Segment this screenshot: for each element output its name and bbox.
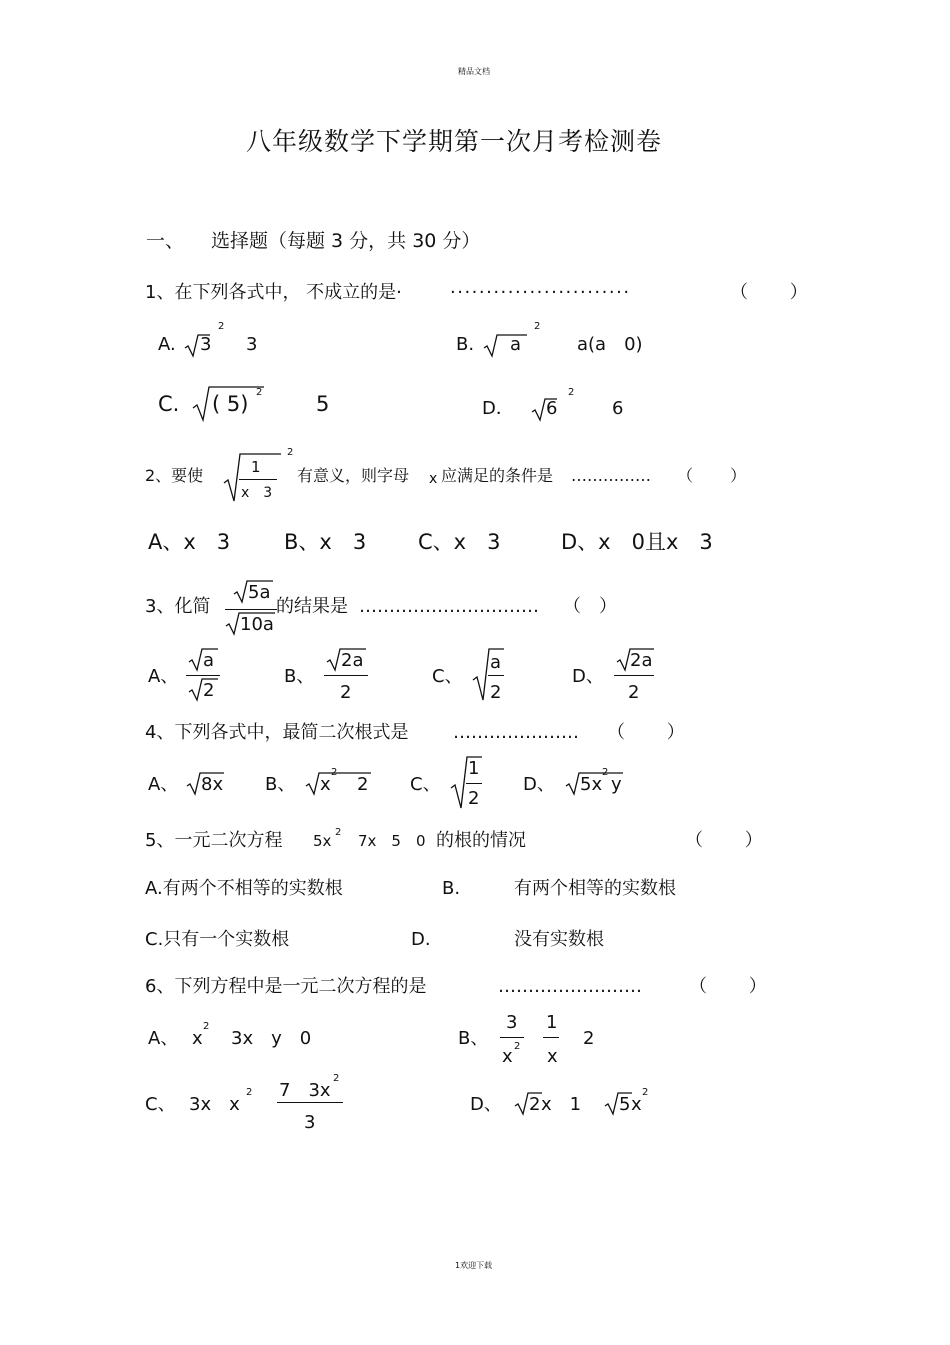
radicand: 2: [529, 1094, 541, 1115]
answer-parentheses: （ ）: [563, 596, 617, 617]
option-label: C、: [432, 666, 463, 687]
radicand: 2: [357, 774, 369, 795]
exponent: 2: [568, 387, 575, 398]
section-heading: 选择题（每题 3 分，共 30 分）: [211, 230, 481, 252]
exponent: 2: [287, 447, 294, 458]
fraction-bar: [239, 479, 277, 480]
fraction-numerator: a: [203, 650, 215, 671]
fraction-denominator: x: [502, 1046, 513, 1067]
option-label: D．: [482, 398, 514, 419]
q3-option-c: [432, 646, 532, 706]
q5-option-b-label: B.: [442, 878, 461, 899]
fraction-numerator: 1: [546, 1012, 558, 1033]
fraction-numerator: a: [490, 652, 502, 673]
fraction-denominator: x 3: [241, 485, 273, 501]
q6-option-a: [148, 1022, 348, 1052]
q6-option-b: [458, 1014, 618, 1070]
option-label: B.: [456, 334, 475, 355]
question-4: [145, 724, 685, 746]
question-2: [145, 448, 745, 508]
fraction-bar: [186, 675, 220, 676]
radicand: 6: [546, 398, 558, 419]
q3-option-d: [572, 646, 682, 706]
page-footer: 1欢迎下载: [455, 1261, 493, 1270]
rhs-value: 3: [246, 334, 258, 355]
exponent: 2: [218, 321, 225, 332]
equation-term: x 1: [541, 1094, 582, 1115]
radicand: a: [510, 334, 522, 355]
q2-option-a: A、x 3: [148, 530, 231, 554]
fraction-denominator: 2: [490, 682, 502, 703]
question-stem: 2、要使: [145, 466, 204, 485]
option-label: B、: [458, 1028, 489, 1049]
exponent: 2: [203, 1021, 210, 1032]
fraction-denominator: 3: [304, 1112, 316, 1133]
q3-option-a: [148, 646, 258, 706]
q4-option-d: [523, 766, 633, 806]
section-number: 一、: [146, 230, 185, 252]
exponent: 2: [514, 1041, 521, 1052]
q4-option-b: [265, 766, 385, 806]
question-stem: 4、下列各式中，最简二次根式是: [145, 722, 409, 743]
radicand: 8x: [201, 774, 224, 795]
question-stem: 1、在下列各式中， 不成立的是·: [145, 282, 402, 303]
question-text: 应满足的条件是: [441, 466, 554, 485]
q5-option-d: 没有实数根: [514, 929, 604, 950]
q6-option-c: [145, 1073, 365, 1136]
option-label: A、: [148, 1028, 179, 1049]
option-label: A.: [158, 334, 176, 355]
exponent: 2: [333, 1073, 340, 1084]
question-text: 有意义，则字母: [297, 466, 410, 485]
answer-parentheses: （ ）: [677, 466, 747, 485]
exponent: 2: [534, 321, 541, 332]
option-label: D、: [572, 666, 604, 687]
fraction-denominator: 2: [628, 682, 640, 703]
q5-option-b: 有两个相等的实数根: [514, 878, 676, 899]
fraction-denominator: 2: [468, 788, 480, 809]
leader-dots: …………………………: [359, 596, 539, 617]
radicand: 3: [200, 334, 212, 355]
answer-parentheses: （ ）: [685, 830, 763, 851]
q6-option-d: [470, 1088, 670, 1122]
leader-dots: ……………: [571, 466, 651, 485]
question-3: [145, 578, 615, 642]
rhs-value: 6: [612, 398, 624, 419]
q2-option-d: D、x 0且x 3: [561, 530, 713, 554]
fraction-denominator: 2: [340, 682, 352, 703]
leader-dots: …………………: [453, 722, 579, 743]
q5-option-c: C.只有一个实数根: [145, 929, 290, 950]
fraction-bar: [543, 1037, 559, 1038]
question-text: 的结果是: [276, 596, 348, 617]
fraction-numerator: 7 3x: [279, 1080, 331, 1101]
fraction-bar: [277, 1102, 343, 1103]
fraction-denominator: 10a: [240, 614, 274, 635]
equation-term: 7x 5 0: [358, 832, 426, 850]
q3-option-b: [284, 646, 394, 706]
fraction-bar: [324, 675, 368, 676]
radicand: x: [320, 774, 331, 795]
question-6: [145, 978, 775, 1000]
option-label: C、: [145, 1094, 176, 1115]
answer-parentheses: （ ）: [730, 282, 808, 303]
option-label: A、: [148, 666, 179, 687]
radicand: 5: [619, 1094, 631, 1115]
option-label: B、: [265, 774, 296, 795]
exponent: 2: [256, 387, 263, 398]
exponent: 2: [331, 767, 338, 778]
option-label: D、: [523, 774, 555, 795]
equation-term: 3x y 0: [231, 1028, 312, 1049]
rhs-value: 5: [316, 392, 330, 416]
fraction-numerator: 1: [251, 458, 261, 476]
question-stem: 5、一元二次方程: [145, 830, 283, 851]
q2-option-b: B、x 3: [284, 530, 367, 554]
question-stem: 3、化简: [145, 596, 211, 617]
radicand: 5x: [580, 774, 603, 795]
option-label: D、: [470, 1094, 502, 1115]
q4-option-c: [410, 756, 500, 812]
fraction-bar: [488, 675, 504, 676]
fraction-numerator: 2a: [341, 650, 364, 671]
q4-option-a: [148, 766, 248, 806]
option-label: A、: [148, 774, 179, 795]
q1-option-b: [456, 321, 676, 364]
radicand: ( 5): [212, 392, 249, 416]
fraction-bar: [225, 609, 277, 610]
question-5: [145, 827, 765, 856]
exponent: 2: [335, 827, 342, 838]
q5-option-d-label: D.: [411, 929, 431, 950]
exponent: 2: [602, 767, 609, 778]
q1-option-a: [158, 321, 278, 364]
fraction-bar: [614, 675, 654, 676]
answer-parentheses: （ ）: [607, 722, 685, 743]
fraction-denominator: x: [547, 1046, 558, 1067]
leader-dots: ·························: [450, 282, 631, 303]
fraction-bar: [500, 1037, 524, 1038]
fraction-numerator: 1: [468, 758, 480, 779]
q5-option-a: A.有两个不相等的实数根: [145, 878, 343, 899]
fraction-numerator: 2a: [630, 650, 653, 671]
option-label: C.: [158, 392, 180, 416]
rhs-value: a(a 0): [577, 334, 643, 355]
q1-option-d: [482, 387, 642, 428]
question-stem: 6、下列方程中是一元二次方程的是: [145, 976, 427, 997]
equation-term: 5x: [313, 832, 332, 850]
page-header: 精品文档: [458, 67, 490, 76]
variable: x: [631, 1094, 642, 1115]
exponent: 2: [246, 1087, 253, 1098]
question-text: 的根的情况: [436, 830, 526, 851]
variable: x: [192, 1028, 203, 1049]
option-label: C、: [410, 774, 441, 795]
fraction-numerator: 3: [506, 1012, 518, 1033]
fraction-numerator: 5a: [248, 582, 271, 603]
page-title: 八年级数学下学期第一次月考检测卷: [246, 127, 663, 156]
option-label: B、: [284, 666, 315, 687]
variable: x: [429, 471, 438, 487]
fraction-bar: [466, 783, 482, 784]
q1-option-c: [158, 386, 358, 422]
rhs-value: 2: [583, 1028, 595, 1049]
question-1: [145, 284, 815, 306]
answer-parentheses: （ ）: [689, 976, 767, 997]
fraction-denominator: 2: [203, 680, 215, 701]
exponent: 2: [642, 1087, 649, 1098]
q2-option-c: C、x 3: [418, 530, 501, 554]
leader-dots: ……………………: [498, 976, 642, 997]
radicand: y: [611, 774, 622, 795]
equation-term: 3x x: [189, 1094, 240, 1115]
